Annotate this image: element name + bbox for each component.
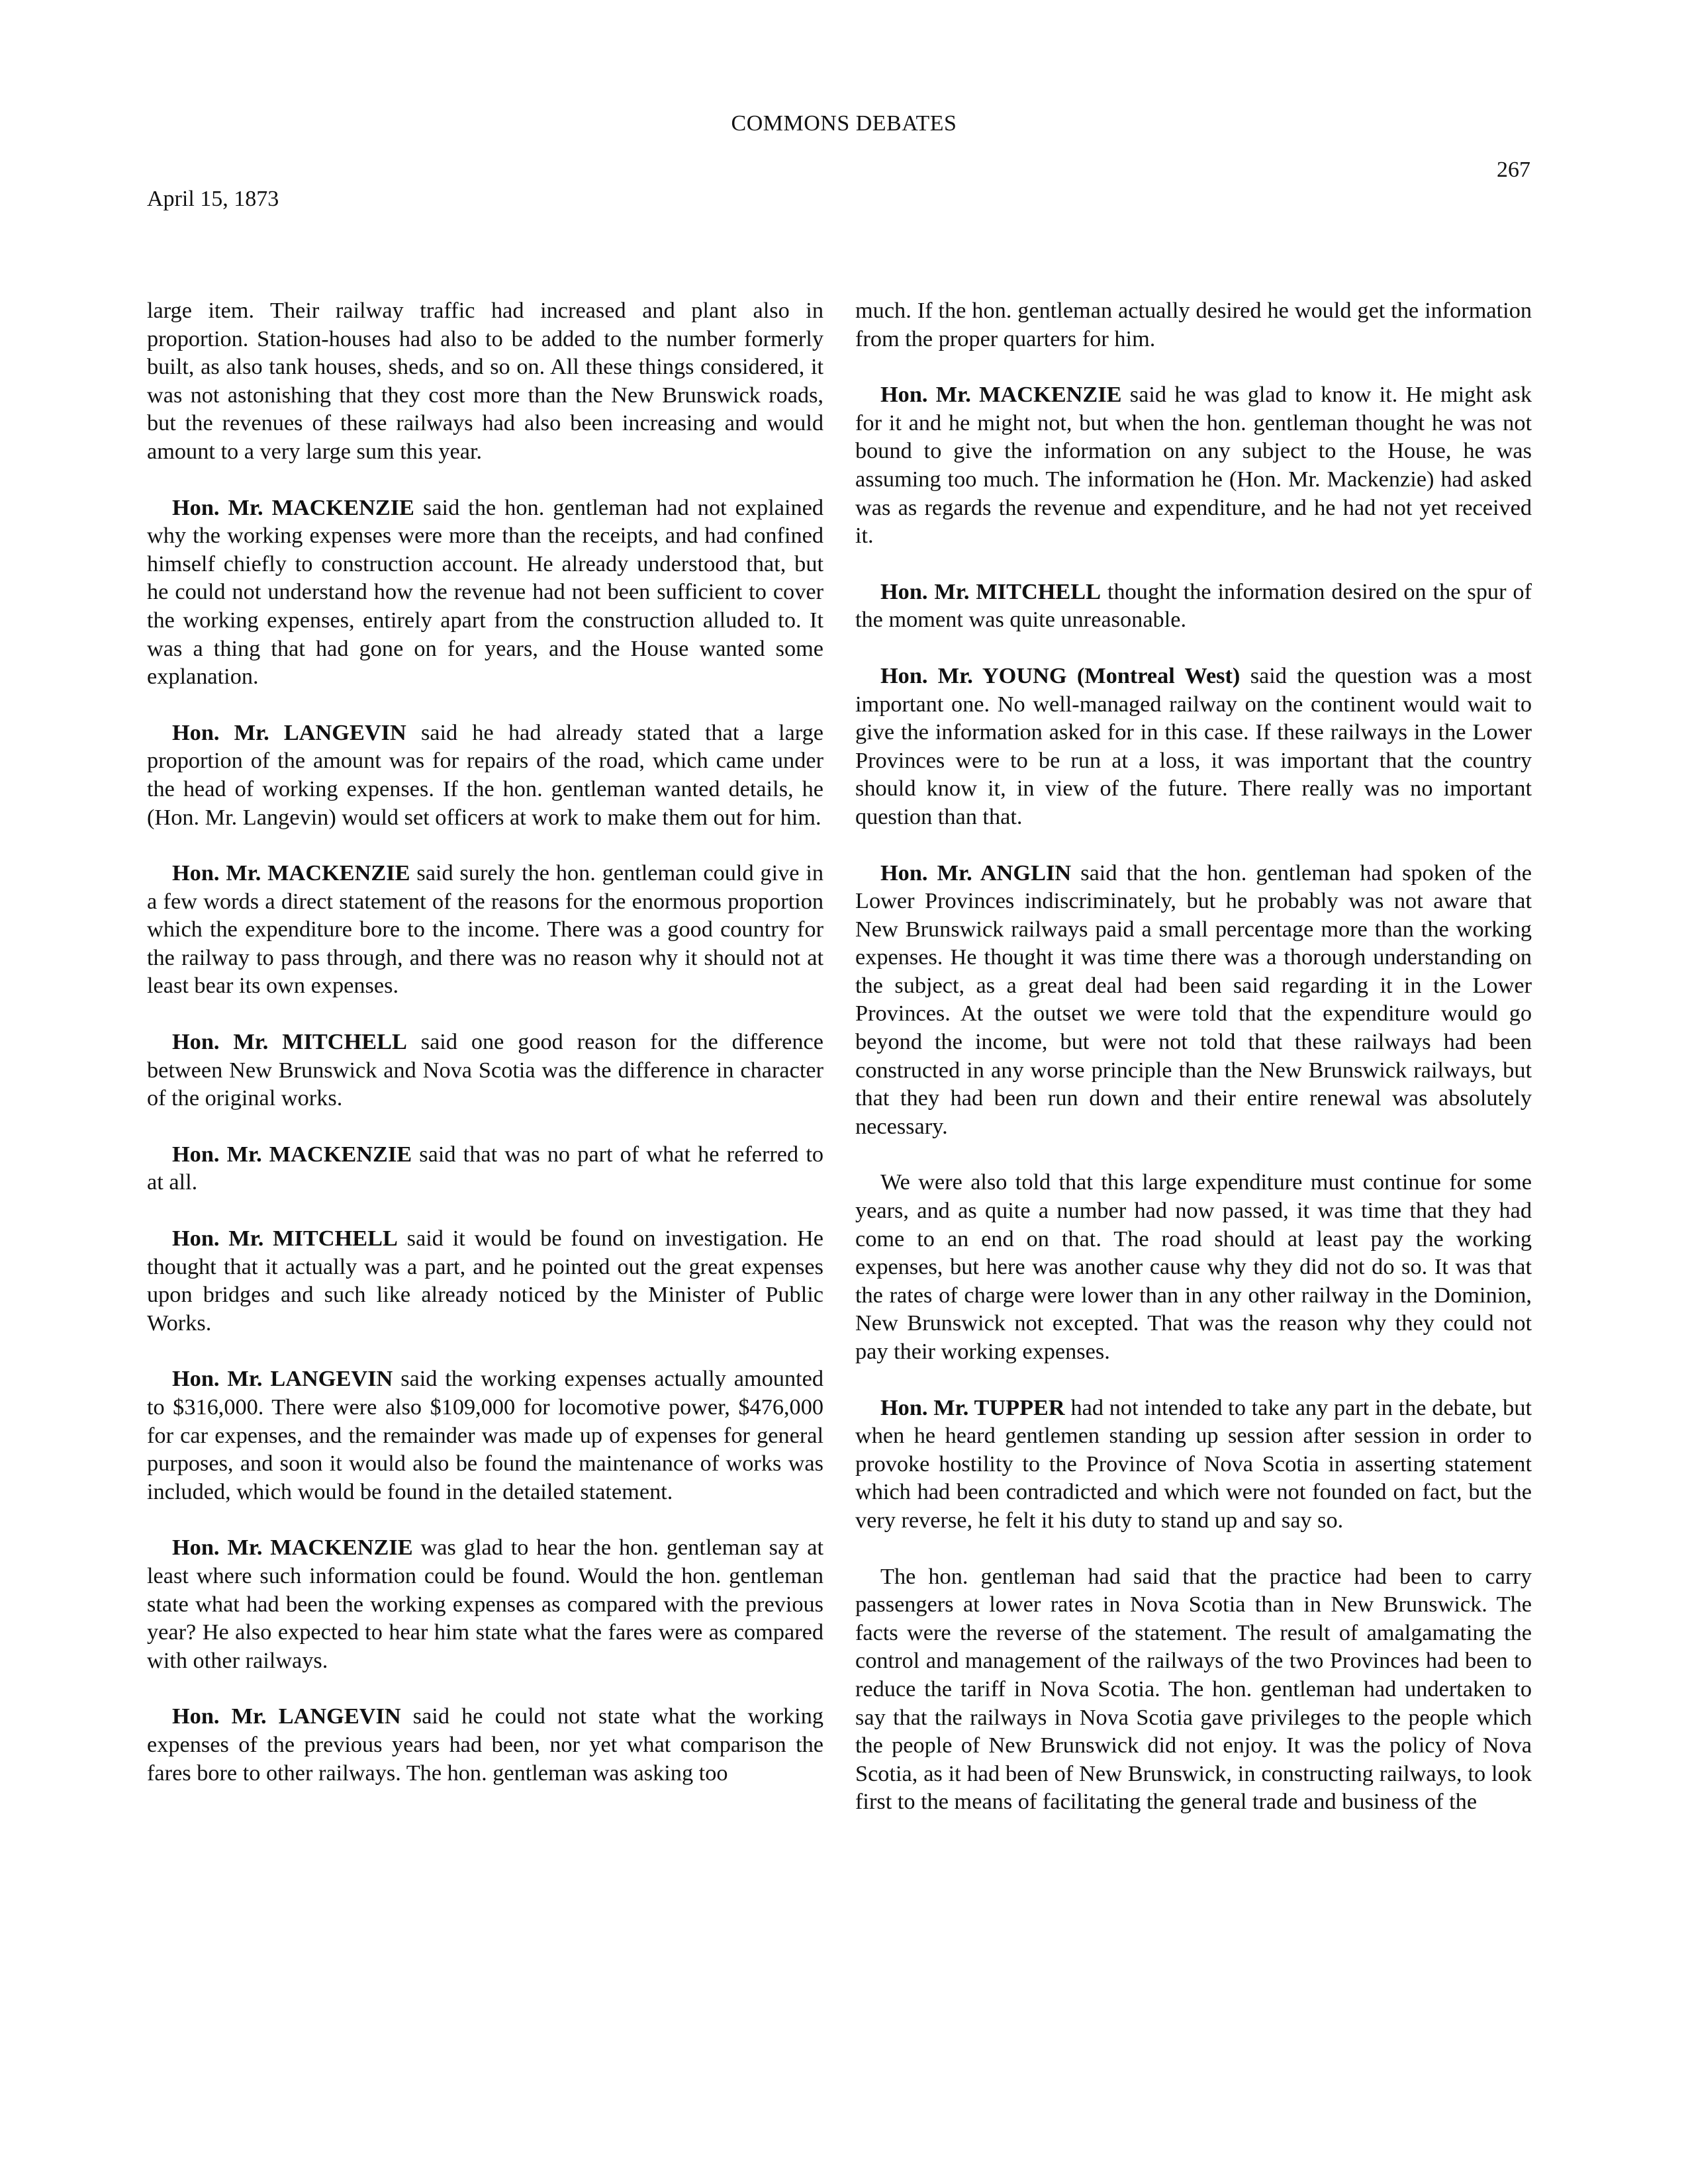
speaker-name: Hon. Mr. ANGLIN (880, 860, 1072, 886)
speaker-name: Hon. Mr. MACKENZIE (172, 1141, 412, 1167)
paragraph: Hon. Mr. LANGEVIN said he had already stated that a large proportion of the amount was for repairs of the road, which came under the head of working expenses. If the hon. gentleman wanted details, he (Hon. Mr. Langevin) would set officers at work to make them out for him. (147, 719, 823, 830)
speaker-name: Hon. Mr. TUPPER (880, 1394, 1065, 1420)
speaker-name: Hon. Mr. MACKENZIE (172, 494, 414, 520)
paragraph: The hon. gentleman had said that the practice had been to carry passengers at lower rates in Nova Scotia than in New Brunswick. The facts were the reverse of the statement. The result of amalgamating the control and management of the railways of the two Provinces had been to reduce the tariff in Nova Scotia. The hon. gentleman had undertaken to say that the railways in Nova Scotia gave privileges to the people which the people of New Brunswick did not enjoy. It was the policy of Nova Scotia, as it had been of New Brunswick, in constructing railways, to look first to the means of facilitating the general trade and business of the (855, 1563, 1532, 1815)
right-column (855, 296, 1532, 1844)
speaker-name: Hon. Mr. MACKENZIE (172, 1535, 413, 1561)
paragraph: Hon. Mr. ANGLIN said that the hon. gentleman had spoken of the Lower Provinces indiscriminately, but he probably was not aware that New Brunswick railways paid a small percentage more than the working expenses. He thought it was time there was a thorough understanding on the subject, as a great deal had been said regarding it in the Lower Provinces. At the outset we were told that the expenditure would go beyond the income, but were not told that these railways had been constructed in any worse principle than the New Brunswick railways, but that they had been run down and their entire renewal was absolutely necessary. (855, 860, 1532, 1139)
speaker-name: Hon. Mr. MITCHELL (880, 578, 1102, 604)
speaker-name: Hon. Mr. MITCHELL (172, 1226, 398, 1251)
paragraph: Hon. Mr. MITCHELL said it would be found on investigation. He thought that it actually was a part, and he pointed out the great expenses upon bridges and such like already noticed by the Minister of Public Works. (147, 1226, 823, 1336)
paragraph: Hon. Mr. MACKENZIE was glad to hear the hon. gentleman say at least where such information could be found. Would the hon. gentleman state what had been the working expenses as compared with the previous year? He also expected to hear him state what the fares were as compared with other railways. (147, 1535, 824, 1673)
paragraph: Hon. Mr. MACKENZIE said the hon. gentleman had not explained why the working expenses were more than the receipts, and had confined himself chiefly to construction account. He already understood that, but he could not understand how the revenue had not been sufficient to cover the working expenses, entirely apart from the construction alluded to. It was a thing that had gone on for years, and the House wanted some explanation. (147, 494, 824, 690)
paragraph: much. If the hon. gentleman actually desired he would get the information from the proper quarters for him. (855, 298, 1532, 351)
date-line: April 15, 1873 (147, 187, 279, 211)
speaker-name: Hon. Mr. LANGEVIN (172, 1704, 401, 1729)
speaker-name: Hon. Mr. LANGEVIN (172, 1366, 393, 1392)
paragraph: Hon. Mr. TUPPER had not intended to take any part in the debate, but when he heard gentlemen standing up session after session in order to provoke hostility to the Province of Nova Scotia in asserting statement which had been contradicted and which were not founded on fact, but the very reverse, he felt it his duty to stand up and say so. (855, 1394, 1532, 1533)
paragraph: Hon. Mr. MACKENZIE said he was glad to know it. He might ask for it and he might not, but when the hon. gentleman thought he was not bound to give the information on any subject to the House, he was assuming too much. The information he (Hon. Mr. Mackenzie) had asked was as regards the revenue and expenditure, and he had not yet received it. (855, 382, 1532, 549)
paragraph: Hon. Mr. LANGEVIN said he could not state what the working expenses of the previous years had been, nor yet what comparison the fares bore to other railways. The hon. gentleman was asking too (147, 1704, 823, 1786)
speaker-name: Hon. Mr. LANGEVIN (172, 719, 406, 745)
paragraph: Hon. Mr. MITCHELL said one good reason for the difference between New Brunswick and Nova Scotia was the difference in character of the original works. (147, 1029, 823, 1111)
paragraph: Hon. Mr. MACKENZIE said surely the hon. gentleman could give in a few words a direct statement of the reasons for the enormous proportion which the expenditure bore to the income. There was a good country for the railway to pass through, and there was no reason why it should not at least bear its own expenses. (147, 860, 823, 999)
speaker-name: Hon. Mr. MITCHELL (172, 1029, 407, 1055)
left-column (147, 296, 823, 1815)
paragraph: We were also told that this large expenditure must continue for some years, and as quite a number had now passed, it was time that they had come to an end on that. The road should at least pay the working expenses, but here was another cause why they did not do so. It was that the rates of charge were lower than in any other railway in the Dominion, New Brunswick not excepted. That was the reason why they could not pay their working expenses. (855, 1169, 1532, 1364)
speaker-name: Hon. Mr. MACKENZIE (880, 382, 1122, 408)
speaker-name: Hon. Mr. MACKENZIE (172, 860, 410, 886)
page-number: 267 (1497, 158, 1530, 182)
paragraph: large item. Their railway traffic had increased and plant also in proportion. Station-houses had also to be added to the number formerly built, as also tank houses, sheds, and so on. All these things considered, it was not astonishing that they cost more than the New Brunswick roads, but the revenues of these railways had also been increasing and would amount to a very large sum this year. (147, 298, 823, 464)
paragraph: Hon. Mr. YOUNG (Montreal West) said the question was a most important one. No well-managed railway on the continent would wait to give the information asked for in this case. If these railways in the Lower Provinces were to be run at a loss, it was important that the country should know it, in view of the future. There really was no important question than that. (855, 662, 1532, 829)
running-head: COMMONS DEBATES (731, 111, 957, 136)
paragraph: Hon. Mr. MITCHELL thought the information desired on the spur of the moment was quite unreasonable. (855, 578, 1532, 633)
paragraph: Hon. Mr. MACKENZIE said that was no part of what he referred to at all. (147, 1141, 824, 1195)
paragraph: Hon. Mr. LANGEVIN said the working expenses actually amounted to $316,000. There were also $109,000 for locomotive power, $476,000 for car expenses, and the remainder was made up of expenses for general purposes, and soon it would also be found the maintenance of works was included, which would be found in the detailed statement. (147, 1366, 823, 1504)
speaker-name: Hon. Mr. YOUNG (Montreal West) (880, 662, 1241, 688)
